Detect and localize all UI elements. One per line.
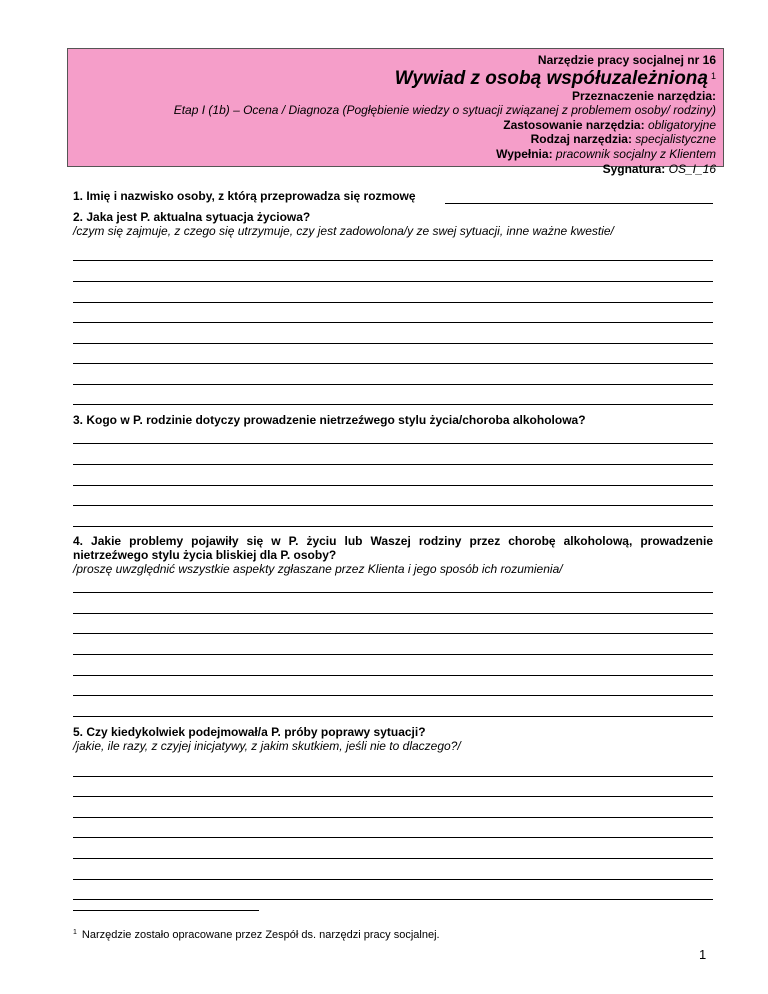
question-4-block (73, 534, 713, 576)
answer-line[interactable] (73, 592, 713, 593)
answer-line[interactable] (73, 526, 713, 527)
question-5-block (73, 725, 713, 753)
answer-line[interactable] (73, 343, 713, 344)
question-2-block (73, 210, 713, 238)
usage-row (75, 118, 716, 133)
answer-line[interactable] (73, 817, 713, 818)
footnote-text: Narzędzie zostało opracowane przez Zespół ds. narzędzi pracy socjalnej. (81, 929, 440, 941)
answer-line[interactable] (73, 654, 713, 655)
answer-line[interactable] (73, 899, 713, 900)
signature-row (75, 162, 716, 177)
usage-label: Zastosowanie narzędzia: (503, 117, 645, 132)
footnote-separator (73, 910, 259, 911)
purpose-label: Przeznaczenie narzędzia: (571, 88, 716, 103)
question-2-hint: /czym się zajmuje, z czego się utrzymuje, czy jest zadowolona/y ze swej sytuacji, inne ważne kwestie/ (73, 224, 614, 238)
answer-line[interactable] (73, 363, 713, 364)
question-5: 5. Czy kiedykolwiek podejmował/a P. próby poprawy sytuacji? (73, 725, 426, 739)
answer-line[interactable] (73, 796, 713, 797)
answer-line[interactable] (73, 505, 713, 506)
question-4-hint: /proszę uwzględnić wszystkie aspekty zgłaszane przez Klienta i jego sposób ich rozumienia/ (73, 562, 563, 576)
page-number: 1 (699, 947, 707, 962)
question-5-hint: /jakie, ile razy, z czyjej inicjatywy, z jakim skutkiem, jeśli nie to dlaczego?/ (73, 739, 461, 753)
answer-line[interactable] (73, 675, 713, 676)
title-footnote-ref: 1 (710, 70, 716, 81)
answer-line[interactable] (73, 322, 713, 323)
type-value: specjalistyczne (635, 132, 716, 147)
answer-line[interactable] (73, 695, 713, 696)
answer-line[interactable] (73, 404, 713, 405)
footnote-ref: 1 (73, 929, 77, 936)
document-title-text: Wywiad z osobą współuzależnioną (394, 67, 708, 89)
answer-line[interactable] (73, 837, 713, 838)
question-3: 3. Kogo w P. rodzinie dotyczy prowadzenie nietrzeźwego stylu życia/choroba alkoholowa? (73, 413, 586, 427)
answer-line[interactable] (73, 776, 713, 777)
tool-number: Narzędzie pracy socjalnej nr 16 (537, 53, 716, 67)
filled-by-value: pracownik socjalny z Klientem (555, 146, 716, 161)
answer-line-q1[interactable] (445, 203, 713, 204)
stage-text: Etap I (1b) – Ocena / Diagnoza (Pogłębienie wiedzy o sytuacji związanej z problemem osoby/ rodziny) (173, 103, 716, 118)
type-row (75, 132, 716, 147)
answer-line[interactable] (73, 281, 713, 282)
footnote (73, 929, 440, 941)
answer-line[interactable] (73, 260, 713, 261)
answer-line[interactable] (73, 858, 713, 859)
signature-label: Sygnatura: (602, 161, 666, 176)
answer-line[interactable] (73, 384, 713, 385)
filled-by-row (75, 147, 716, 162)
answer-line[interactable] (73, 485, 713, 486)
filled-by-label: Wypełnia: (496, 146, 553, 161)
answer-line[interactable] (73, 443, 713, 444)
document-title (75, 68, 716, 89)
answer-line[interactable] (73, 302, 713, 303)
tool-header-box (67, 48, 724, 176)
signature-value: OS_I_16 (668, 161, 716, 176)
question-1: 1. Imię i nazwisko osoby, z którą przeprowadza się rozmowę (73, 189, 416, 203)
question-2: 2. Jaka jest P. aktualna sytuacja życiowa? (73, 210, 311, 224)
answer-line[interactable] (73, 633, 713, 634)
question-4: 4. Jakie problemy pojawiły się w P. życiu lub Waszej rodziny przez chorobę alkoholową, prowadzenie nietrzeźwego stylu życia bliskiej dla P. osoby? (73, 534, 713, 562)
usage-value: obligatoryjne (647, 117, 716, 132)
answer-line[interactable] (73, 464, 713, 465)
answer-line[interactable] (73, 613, 713, 614)
answer-line[interactable] (73, 716, 713, 717)
answer-line[interactable] (73, 879, 713, 880)
type-label: Rodzaj narzędzia: (530, 132, 632, 147)
